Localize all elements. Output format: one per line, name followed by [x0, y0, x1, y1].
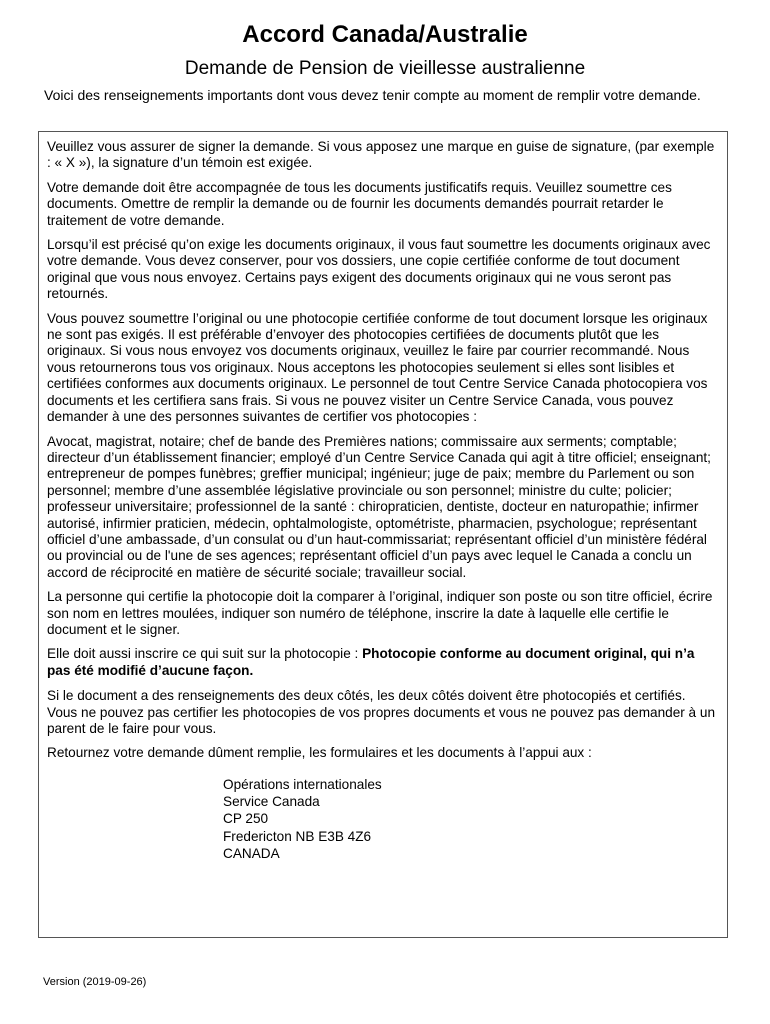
return-instructions-paragraph: Retournez votre demande dûment remplie, les formulaires et les documents à l’appui aux :	[47, 745, 592, 761]
certifiers-list-paragraph: Avocat, magistrat, notaire; chef de bande des Premières nations; commissaire aux serments; comptable; directeur d’un établissement financier; employé d’un Centre Service Canada qui agit à titre officiel; enseignant; entrepreneur de pompes funèbres; greffier municipal; ingénieur; juge de paix; membre du Parlement ou son personnel; membre d’une assemblée législative provinciale ou son personnel; ministre du culte; policier; professeur universitaire; professionnel de la santé : chiropraticien, dentiste, docteur en naturopathie; infirmer autorisé, infirmier praticien, médecin, ophtalmologiste, optométriste, pharmacien, psychologue; représentant officiel d’une ambassade, d’un consulat ou d’un haut-commissariat; représentant officiel d’un ministère fédéral ou provincial ou de l'une de ses agences; représentant officiel d’un pays avec lequel le Canada a conclu un accord de réciprocité en matière de sécurité sociale; travailleur social.	[47, 433, 711, 580]
certification-statement-lead: Elle doit aussi inscrire ce qui suit sur la photocopie :	[47, 646, 363, 662]
certified-copies-paragraph: Vous pouvez soumettre l’original ou une photocopie certifiée conforme de tout document lorsque les originaux ne sont pas exigés. Il est préférable d’envoyer des photocopies certifiées de documents plutôt que les originaux. Si vous nous envoyez vos documents originaux, veuillez le faire par courrier recommandé. Nous vous retournerons tous vos originaux. Nous acceptons les photocopies seulement si elles sont lisibles et certifiées conformes aux documents originaux. Le personnel de tout Centre Service Canada photocopiera vos documents et les certifiera sans frais. Si vous ne pouvez visiter un Centre Service Canada, vous pouvez demander à une des personnes suivantes de certifier vos photocopies :	[47, 310, 708, 425]
address-line-organization: Service Canada	[223, 794, 320, 810]
certifier-duties-paragraph: La personne qui certifie la photocopie doit la comparer à l’original, indiquer son poste ou son titre officiel, écrire son nom en lettres moulées, indiquer son numéro de téléphone, inscrire la date à laquelle elle certifie le document et le signer.	[47, 589, 713, 637]
intro-text: Voici des renseignements importants dont vous devez tenir compte au moment de remplir votre demande.	[44, 87, 701, 103]
page-title: Accord Canada/Australie	[242, 21, 528, 48]
address-line-po-box: CP 250	[223, 811, 269, 827]
version-label: Version (2019-09-26)	[43, 976, 147, 988]
address-line-country: CANADA	[223, 846, 280, 861]
address-line-office: Opérations internationales	[223, 776, 382, 792]
original-documents-paragraph: Lorsqu’il est précisé qu’on exige les documents originaux, il vous faut soumettre les documents originaux avec votre demande. Vous devez conserver, pour vos dossiers, une copie certifiée conforme de tout document original que vous nous envoyez. Certains pays exigent des documents originaux qui ne vous seront pas retournés.	[47, 237, 711, 302]
supporting-documents-paragraph: Votre demande doit être accompagnée de tous les documents justificatifs requis. Veuillez soumettre ces documents. Omettre de remplir la demande ou de fournir les documents demandés pourrait retarder le traitement de votre demande.	[47, 179, 672, 228]
certification-statement-paragraph	[47, 646, 719, 679]
page-subtitle: Demande de Pension de vieillesse australienne	[184, 58, 586, 79]
two-sided-documents-paragraph: Si le document a des renseignements des deux côtés, les deux côtés doivent être photocopiés et certifiés. Vous ne pouvez pas certifier les photocopies de vos propres documents et vous ne pouvez pas demander à un parent de le faire pour vous.	[47, 688, 716, 736]
address-line-city: Fredericton NB E3B 4Z6	[223, 828, 372, 844]
signature-paragraph: Veuillez vous assurer de signer la demande. Si vous apposez une marque en guise de signature, (par exemple : « X »), la signature d’un témoin est exigée.	[47, 139, 715, 171]
mailing-address	[223, 776, 719, 862]
certification-statement-text: Photocopie conforme au document original, qui n’a pas été modifié d’aucune façon.	[47, 646, 695, 678]
instructions-box	[38, 131, 728, 938]
